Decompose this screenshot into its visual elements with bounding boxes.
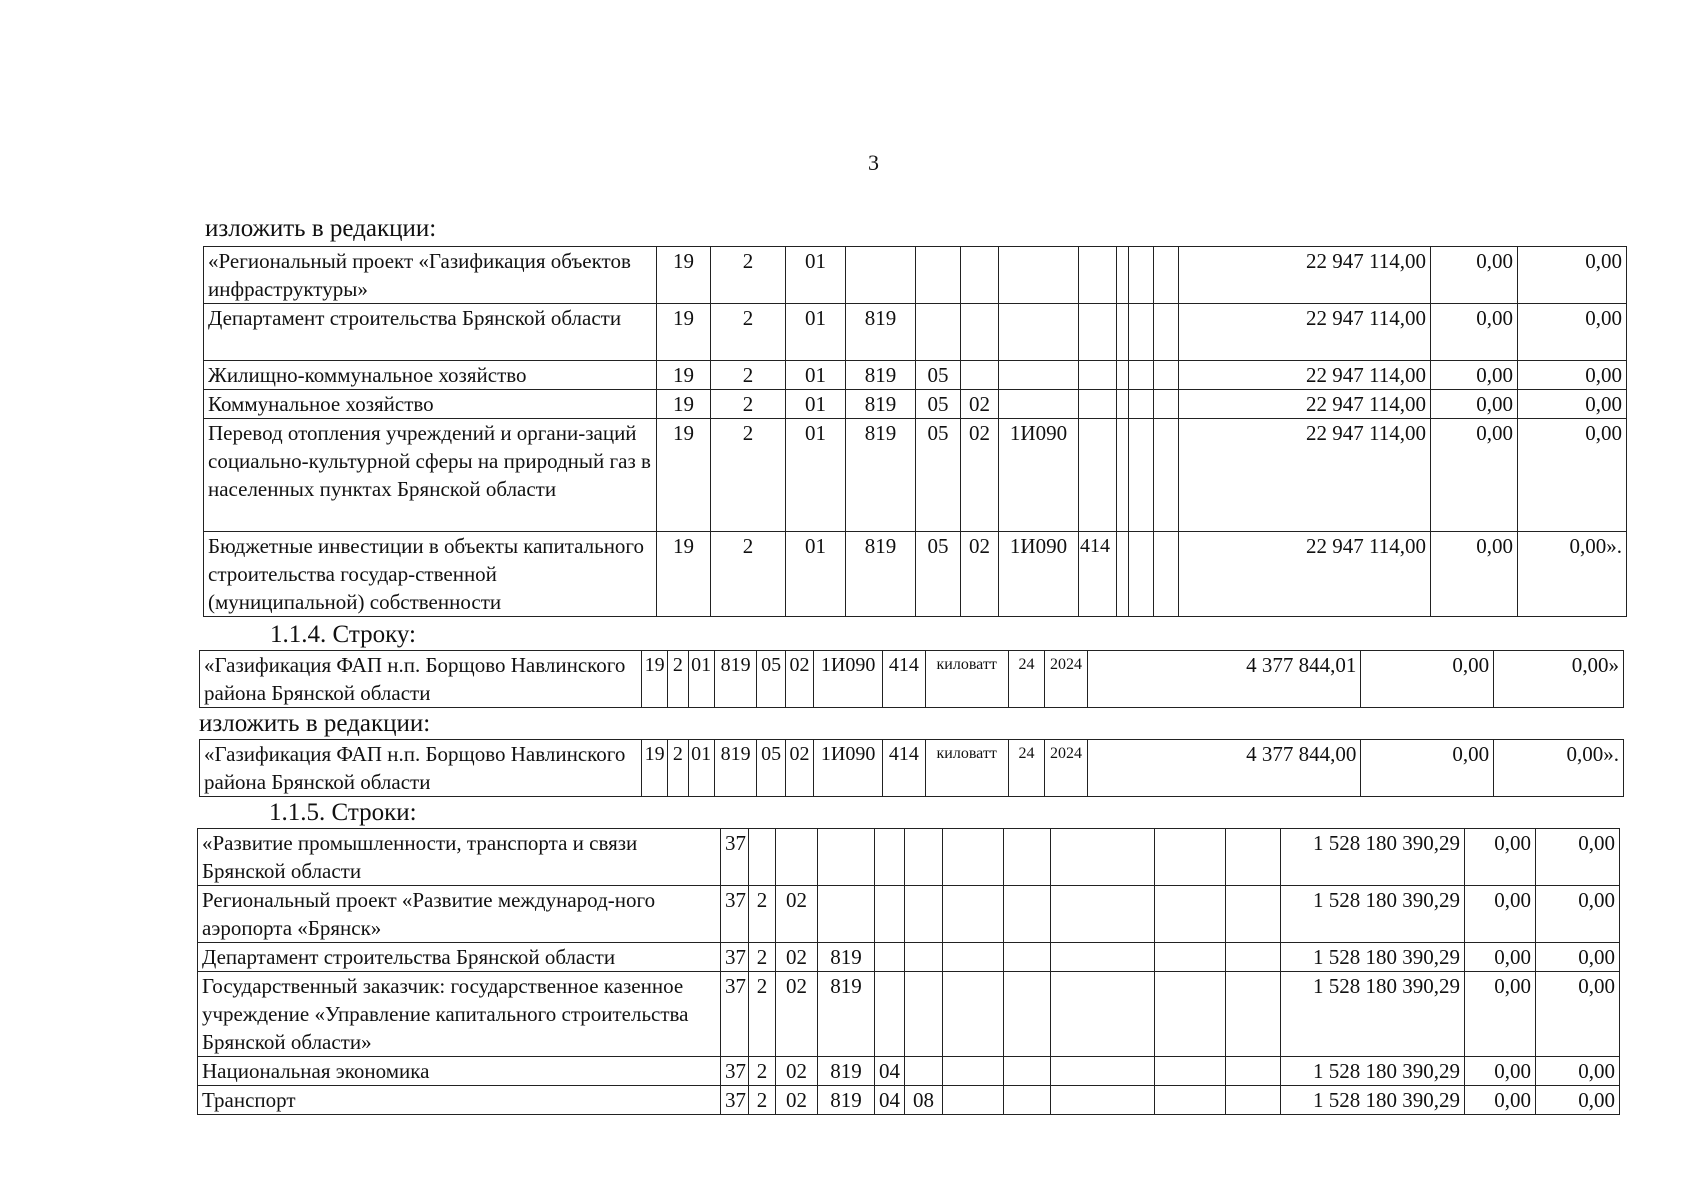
- code-cell: 02: [776, 1086, 818, 1115]
- code-cell: [875, 829, 905, 886]
- row-name: Жилищно-коммунальное хозяйство: [204, 361, 657, 390]
- code-cell: [1117, 390, 1129, 419]
- code-cell: [1117, 532, 1129, 617]
- code-cell: 1И090: [999, 419, 1079, 532]
- code-cell: [1079, 390, 1117, 419]
- code-cell: 02: [961, 419, 999, 532]
- code-cell: [1129, 247, 1154, 304]
- code-cell: [1154, 419, 1179, 532]
- code-cell: [999, 361, 1079, 390]
- row-name: Региональный проект «Развитие международ-ного аэропорта «Брянск»: [198, 886, 721, 943]
- code-cell: [1154, 361, 1179, 390]
- code-cell: 2: [668, 740, 688, 797]
- code-cell: [1155, 972, 1226, 1057]
- heading-lines-1-1-5: 1.1.5. Строки:: [269, 799, 417, 826]
- code-cell: [961, 304, 999, 361]
- row-name: Коммунальное хозяйство: [204, 390, 657, 419]
- code-cell: [943, 1057, 1004, 1086]
- table-row: [204, 419, 1627, 532]
- amount-cell: 1 528 180 390,29: [1281, 972, 1465, 1057]
- row-name: Государственный заказчик: государственное казенное учреждение «Управление капитального строительства Брянской области»: [198, 972, 721, 1057]
- code-cell: [1004, 972, 1051, 1057]
- code-cell: 1И090: [814, 651, 883, 708]
- code-cell: 05: [916, 532, 961, 617]
- row-name: Бюджетные инвестиции в объекты капитального строительства государ-ственной (муниципальной) собственности: [204, 532, 657, 617]
- row-name: Департамент строительства Брянской области: [198, 943, 721, 972]
- code-cell: 02: [776, 886, 818, 943]
- code-cell: 819: [846, 304, 916, 361]
- amount-cell: 0,00: [1431, 419, 1518, 532]
- amount-cell: 22 947 114,00: [1179, 419, 1431, 532]
- code-cell: [905, 972, 943, 1057]
- page-number: 3: [868, 150, 879, 175]
- code-cell: 02: [961, 532, 999, 617]
- code-cell: 01: [786, 390, 846, 419]
- amount-cell: 0,00: [1536, 943, 1620, 972]
- code-cell: 01: [786, 304, 846, 361]
- row-name: «Газификация ФАП н.п. Борщово Навлинского района Брянской области: [200, 740, 642, 797]
- amount-cell: 22 947 114,00: [1179, 390, 1431, 419]
- table-fap-borshchovo-new: [199, 739, 1624, 797]
- code-cell: [1129, 390, 1154, 419]
- amount-cell: 0,00».: [1494, 740, 1624, 797]
- code-cell: 05: [916, 390, 961, 419]
- table-fap-borshchovo-old: [199, 650, 1624, 708]
- year-cell: 2024: [1045, 740, 1088, 797]
- code-cell: [999, 390, 1079, 419]
- table-row: [198, 943, 1620, 972]
- amount-cell: 22 947 114,00: [1179, 247, 1431, 304]
- amount-cell: 0,00: [1536, 1086, 1620, 1115]
- code-cell: [1051, 1086, 1155, 1115]
- code-cell: 19: [641, 651, 667, 708]
- code-cell: 02: [785, 651, 813, 708]
- code-cell: 05: [757, 651, 785, 708]
- code-cell: 37: [721, 1057, 749, 1086]
- row-name: Транспорт: [198, 1086, 721, 1115]
- code-cell: [943, 972, 1004, 1057]
- code-cell: 19: [657, 361, 711, 390]
- row-name: Департамент строительства Брянской области: [204, 304, 657, 361]
- code-cell: [1129, 419, 1154, 532]
- unit-cell: киловатт: [925, 651, 1008, 708]
- code-cell: 24: [1008, 651, 1044, 708]
- code-cell: [875, 943, 905, 972]
- code-cell: [1154, 532, 1179, 617]
- code-cell: [846, 247, 916, 304]
- amount-cell: 1 528 180 390,29: [1281, 886, 1465, 943]
- code-cell: 819: [846, 532, 916, 617]
- code-cell: 2: [711, 361, 786, 390]
- code-cell: [905, 886, 943, 943]
- code-cell: [916, 304, 961, 361]
- code-cell: 819: [818, 972, 875, 1057]
- amount-cell: 0,00: [1361, 740, 1494, 797]
- table-row: [200, 740, 1624, 797]
- code-cell: [1155, 886, 1226, 943]
- code-cell: 19: [641, 740, 667, 797]
- code-cell: [1004, 1057, 1051, 1086]
- code-cell: [1051, 886, 1155, 943]
- code-cell: 2: [749, 943, 776, 972]
- code-cell: 02: [776, 1057, 818, 1086]
- amount-cell: 0,00».: [1518, 532, 1627, 617]
- code-cell: [943, 1086, 1004, 1115]
- amount-cell: 0,00: [1518, 247, 1627, 304]
- code-cell: [818, 886, 875, 943]
- amount-cell: 1 528 180 390,29: [1281, 1057, 1465, 1086]
- amount-cell: 0,00: [1518, 304, 1627, 361]
- code-cell: 05: [916, 419, 961, 532]
- amount-cell: 0,00: [1431, 361, 1518, 390]
- amount-cell: 0,00: [1536, 1057, 1620, 1086]
- code-cell: [1051, 943, 1155, 972]
- amount-cell: 22 947 114,00: [1179, 304, 1431, 361]
- table-row: [198, 1057, 1620, 1086]
- code-cell: [999, 304, 1079, 361]
- code-cell: 01: [688, 651, 714, 708]
- amount-cell: 0,00: [1536, 829, 1620, 886]
- code-cell: 02: [776, 972, 818, 1057]
- code-cell: 04: [875, 1086, 905, 1115]
- amount-cell: 0,00: [1465, 972, 1536, 1057]
- code-cell: 2: [711, 247, 786, 304]
- code-cell: [776, 829, 818, 886]
- code-cell: 1И090: [999, 532, 1079, 617]
- amount-cell: 0,00: [1431, 390, 1518, 419]
- code-cell: [1079, 247, 1117, 304]
- code-cell: 01: [786, 361, 846, 390]
- row-name: Перевод отопления учреждений и органи-заций социально-культурной сферы на природный газ в населенных пунктах Брянской области: [204, 419, 657, 532]
- heading-amend-2: изложить в редакции:: [199, 710, 431, 737]
- code-cell: [1154, 390, 1179, 419]
- code-cell: 414: [883, 651, 926, 708]
- code-cell: 819: [846, 419, 916, 532]
- code-cell: 1И090: [814, 740, 883, 797]
- amount-cell: 0,00: [1431, 247, 1518, 304]
- code-cell: [1129, 532, 1154, 617]
- code-cell: [1155, 1057, 1226, 1086]
- table-row: [200, 651, 1624, 708]
- amount-cell: 0,00: [1465, 1086, 1536, 1115]
- code-cell: [999, 247, 1079, 304]
- code-cell: 19: [657, 419, 711, 532]
- unit-cell: киловатт: [925, 740, 1008, 797]
- code-cell: [943, 943, 1004, 972]
- code-cell: 02: [961, 390, 999, 419]
- code-cell: 2: [711, 532, 786, 617]
- row-name: «Развитие промышленности, транспорта и связи Брянской области: [198, 829, 721, 886]
- code-cell: 08: [905, 1086, 943, 1115]
- code-cell: [1079, 419, 1117, 532]
- code-cell: 2: [668, 651, 688, 708]
- code-cell: 2: [711, 390, 786, 419]
- amount-cell: 1 528 180 390,29: [1281, 1086, 1465, 1115]
- code-cell: 819: [714, 740, 757, 797]
- amount-cell: 0,00: [1465, 1057, 1536, 1086]
- row-name: «Газификация ФАП н.п. Борщово Навлинского района Брянской области: [200, 651, 642, 708]
- code-cell: 04: [875, 1057, 905, 1086]
- code-cell: 819: [846, 361, 916, 390]
- amount-cell: 0,00: [1465, 886, 1536, 943]
- code-cell: [1004, 886, 1051, 943]
- code-cell: [1155, 943, 1226, 972]
- code-cell: 37: [721, 943, 749, 972]
- code-cell: 819: [818, 1086, 875, 1115]
- code-cell: 01: [786, 247, 846, 304]
- code-cell: 819: [818, 943, 875, 972]
- table-row: [204, 532, 1627, 617]
- code-cell: [1129, 361, 1154, 390]
- code-cell: [818, 829, 875, 886]
- code-cell: 19: [657, 304, 711, 361]
- heading-amend-1: изложить в редакции:: [205, 215, 437, 242]
- table-row: [198, 829, 1620, 886]
- year-cell: 2024: [1045, 651, 1088, 708]
- code-cell: [749, 829, 776, 886]
- code-cell: 2: [749, 1086, 776, 1115]
- code-cell: [1051, 829, 1155, 886]
- code-cell: [1226, 829, 1281, 886]
- amount-cell: 0,00: [1518, 361, 1627, 390]
- table-row: [198, 886, 1620, 943]
- row-name: Национальная экономика: [198, 1057, 721, 1086]
- code-cell: 2: [711, 304, 786, 361]
- code-cell: [961, 247, 999, 304]
- code-cell: [1129, 304, 1154, 361]
- table-gasification-infrastructure: [203, 246, 1627, 617]
- code-cell: [1226, 943, 1281, 972]
- code-cell: 2: [749, 886, 776, 943]
- code-cell: 02: [776, 943, 818, 972]
- code-cell: [916, 247, 961, 304]
- code-cell: 05: [916, 361, 961, 390]
- amount-cell: 0,00: [1431, 304, 1518, 361]
- amount-cell: 0,00: [1536, 886, 1620, 943]
- code-cell: [1226, 1057, 1281, 1086]
- table-row: [204, 390, 1627, 419]
- amount-cell: 4 377 844,00: [1087, 740, 1361, 797]
- code-cell: [1155, 1086, 1226, 1115]
- code-cell: [1079, 304, 1117, 361]
- code-cell: 2: [711, 419, 786, 532]
- amount-cell: 0,00: [1431, 532, 1518, 617]
- code-cell: 01: [786, 532, 846, 617]
- row-name: «Региональный проект «Газификация объектов инфраструктуры»: [204, 247, 657, 304]
- table-industry-transport: [197, 828, 1620, 1115]
- code-cell: [1051, 1057, 1155, 1086]
- code-cell: 2: [749, 1057, 776, 1086]
- code-cell: [875, 972, 905, 1057]
- code-cell: [943, 829, 1004, 886]
- amount-cell: 0,00: [1518, 390, 1627, 419]
- code-cell: 37: [721, 1086, 749, 1115]
- code-cell: 19: [657, 532, 711, 617]
- amount-cell: 1 528 180 390,29: [1281, 829, 1465, 886]
- code-cell: [1117, 361, 1129, 390]
- code-cell: [1004, 1086, 1051, 1115]
- code-cell: 2: [749, 972, 776, 1057]
- code-cell: 819: [846, 390, 916, 419]
- amount-cell: 0,00: [1465, 943, 1536, 972]
- code-cell: 819: [714, 651, 757, 708]
- table-row: [198, 1086, 1620, 1115]
- code-cell: 19: [657, 247, 711, 304]
- code-cell: [1226, 1086, 1281, 1115]
- code-cell: [1004, 829, 1051, 886]
- code-cell: [943, 886, 1004, 943]
- code-cell: 37: [721, 829, 749, 886]
- code-cell: [1079, 361, 1117, 390]
- code-cell: 24: [1008, 740, 1044, 797]
- code-cell: [1117, 419, 1129, 532]
- code-cell: 01: [688, 740, 714, 797]
- amount-cell: 0,00: [1465, 829, 1536, 886]
- code-cell: [905, 829, 943, 886]
- amount-cell: 1 528 180 390,29: [1281, 943, 1465, 972]
- code-cell: [1117, 247, 1129, 304]
- code-cell: [1226, 972, 1281, 1057]
- code-cell: [1117, 304, 1129, 361]
- code-cell: [1004, 943, 1051, 972]
- code-cell: [1155, 829, 1226, 886]
- amount-cell: 0,00: [1536, 972, 1620, 1057]
- table-row: [204, 247, 1627, 304]
- code-cell: 414: [883, 740, 926, 797]
- code-cell: [905, 1057, 943, 1086]
- code-cell: 414: [1079, 532, 1117, 617]
- amount-cell: 4 377 844,01: [1087, 651, 1361, 708]
- code-cell: 37: [721, 972, 749, 1057]
- amount-cell: 0,00: [1518, 419, 1627, 532]
- amount-cell: 0,00»: [1494, 651, 1624, 708]
- table-row: [204, 361, 1627, 390]
- code-cell: [1154, 247, 1179, 304]
- amount-cell: 22 947 114,00: [1179, 532, 1431, 617]
- amount-cell: 22 947 114,00: [1179, 361, 1431, 390]
- code-cell: [1226, 886, 1281, 943]
- code-cell: 02: [785, 740, 813, 797]
- code-cell: [1051, 972, 1155, 1057]
- code-cell: 37: [721, 886, 749, 943]
- amount-cell: 0,00: [1361, 651, 1494, 708]
- code-cell: 05: [757, 740, 785, 797]
- code-cell: [1154, 304, 1179, 361]
- heading-line-1-1-4: 1.1.4. Строку:: [270, 621, 416, 648]
- code-cell: 19: [657, 390, 711, 419]
- code-cell: [905, 943, 943, 972]
- code-cell: 01: [786, 419, 846, 532]
- code-cell: 819: [818, 1057, 875, 1086]
- table-row: [198, 972, 1620, 1057]
- code-cell: [961, 361, 999, 390]
- table-row: [204, 304, 1627, 361]
- code-cell: [875, 886, 905, 943]
